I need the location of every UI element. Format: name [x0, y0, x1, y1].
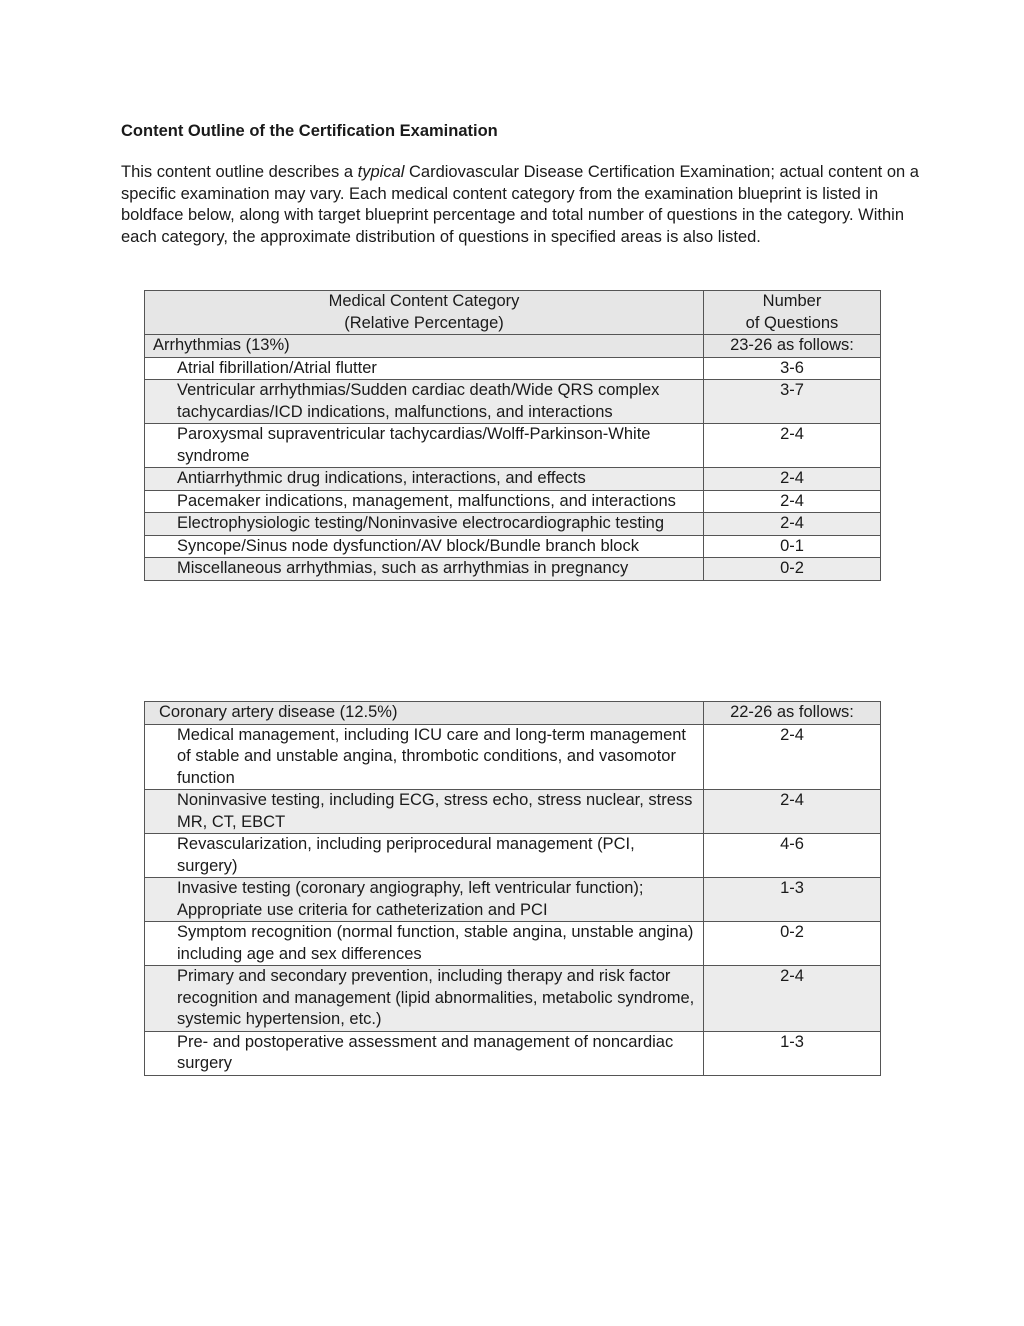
intro-paragraph: [121, 162, 921, 248]
count-cell: 2-4: [704, 490, 881, 513]
topic-cell: Invasive testing (coronary angiography, left ventricular function); Appropriate use criteria for catheterization and PCI: [145, 878, 704, 922]
header-category-line1: Medical Content Category: [328, 292, 520, 310]
topic-cell: Ventricular arrhythmias/Sudden cardiac death/Wide QRS complex tachycardias/ICD indications, malfunctions, and interactions: [145, 380, 704, 424]
intro-italic-word: typical: [357, 163, 405, 181]
table-row: [145, 834, 881, 878]
count-cell: 3-7: [704, 380, 881, 424]
table-row: [145, 1031, 881, 1075]
table-row: [145, 724, 881, 790]
topic-cell: Electrophysiologic testing/Noninvasive electrocardiographic testing: [145, 513, 704, 536]
table-row: [145, 922, 881, 966]
header-number-line2: of Questions: [745, 313, 839, 332]
topic-cell: Miscellaneous arrhythmias, such as arrhythmias in pregnancy: [145, 558, 704, 581]
document-title: Content Outline of the Certification Examination: [121, 122, 498, 140]
topic-cell: Medical management, including ICU care and long-term management of stable and unstable angina, thrombotic conditions, and vasomotor function: [145, 724, 704, 790]
topic-cell: Antiarrhythmic drug indications, interactions, and effects: [145, 468, 704, 491]
table-row: [145, 790, 881, 834]
count-cell: 2-4: [704, 724, 881, 790]
topic-cell: Pacemaker indications, management, malfunctions, and interactions: [145, 490, 704, 513]
topic-cell: Symptom recognition (normal function, stable angina, unstable angina) including age and sex differences: [145, 922, 704, 966]
table-row: [145, 380, 881, 424]
header-number-line1: Number: [762, 292, 822, 310]
topic-cell: Primary and secondary prevention, including therapy and risk factor recognition and management (lipid abnormalities, metabolic syndrome, systemic hypertension, etc.): [145, 966, 704, 1032]
category-row-arrhythmias: [145, 335, 881, 358]
category-name: Arrhythmias (13%): [145, 335, 704, 358]
count-cell: 2-4: [704, 424, 881, 468]
count-cell: 2-4: [704, 468, 881, 491]
topic-cell: Syncope/Sinus node dysfunction/AV block/Bundle branch block: [145, 535, 704, 558]
table-row: [145, 468, 881, 491]
category-count: 22-26 as follows:: [704, 702, 881, 725]
header-category-line2: (Relative Percentage): [344, 313, 504, 332]
topic-cell: Noninvasive testing, including ECG, stress echo, stress nuclear, stress MR, CT, EBCT: [145, 790, 704, 834]
arrhythmias-table: [144, 290, 881, 581]
category-row-coronary: [145, 702, 881, 725]
topic-cell: Atrial fibrillation/Atrial flutter: [145, 357, 704, 380]
topic-cell: Paroxysmal supraventricular tachycardias/Wolff-Parkinson-White syndrome: [145, 424, 704, 468]
table-row: [145, 424, 881, 468]
category-count: 23-26 as follows:: [704, 335, 881, 358]
table-row: [145, 513, 881, 536]
count-cell: 2-4: [704, 790, 881, 834]
table-row: [145, 357, 881, 380]
count-cell: 2-4: [704, 966, 881, 1032]
table-row: [145, 490, 881, 513]
table-row: [145, 966, 881, 1032]
header-number: [704, 291, 881, 335]
count-cell: 0-2: [704, 558, 881, 581]
count-cell: 2-4: [704, 513, 881, 536]
coronary-table: [144, 701, 881, 1076]
category-name: Coronary artery disease (12.5%): [145, 702, 704, 725]
topic-cell: Pre- and postoperative assessment and management of noncardiac surgery: [145, 1031, 704, 1075]
count-cell: 3-6: [704, 357, 881, 380]
count-cell: 1-3: [704, 1031, 881, 1075]
header-category: [145, 291, 704, 335]
table-row: [145, 535, 881, 558]
intro-text-start: This content outline describes a: [121, 163, 358, 181]
table-row: [145, 878, 881, 922]
intro-text-end: Cardiovascular Disease Certification Examination; actual content on a specific examination may vary. Each medical content category from the examination blueprint is listed in boldface below, along with target blueprint percentage and total number of questions in the category. Within each category, the approximate distribution of questions in specified areas is also listed.: [121, 163, 919, 246]
count-cell: 1-3: [704, 878, 881, 922]
topic-cell: Revascularization, including periprocedural management (PCI, surgery): [145, 834, 704, 878]
table-header-row: [145, 291, 881, 335]
count-cell: 0-2: [704, 922, 881, 966]
count-cell: 4-6: [704, 834, 881, 878]
count-cell: 0-1: [704, 535, 881, 558]
table-row: [145, 558, 881, 581]
